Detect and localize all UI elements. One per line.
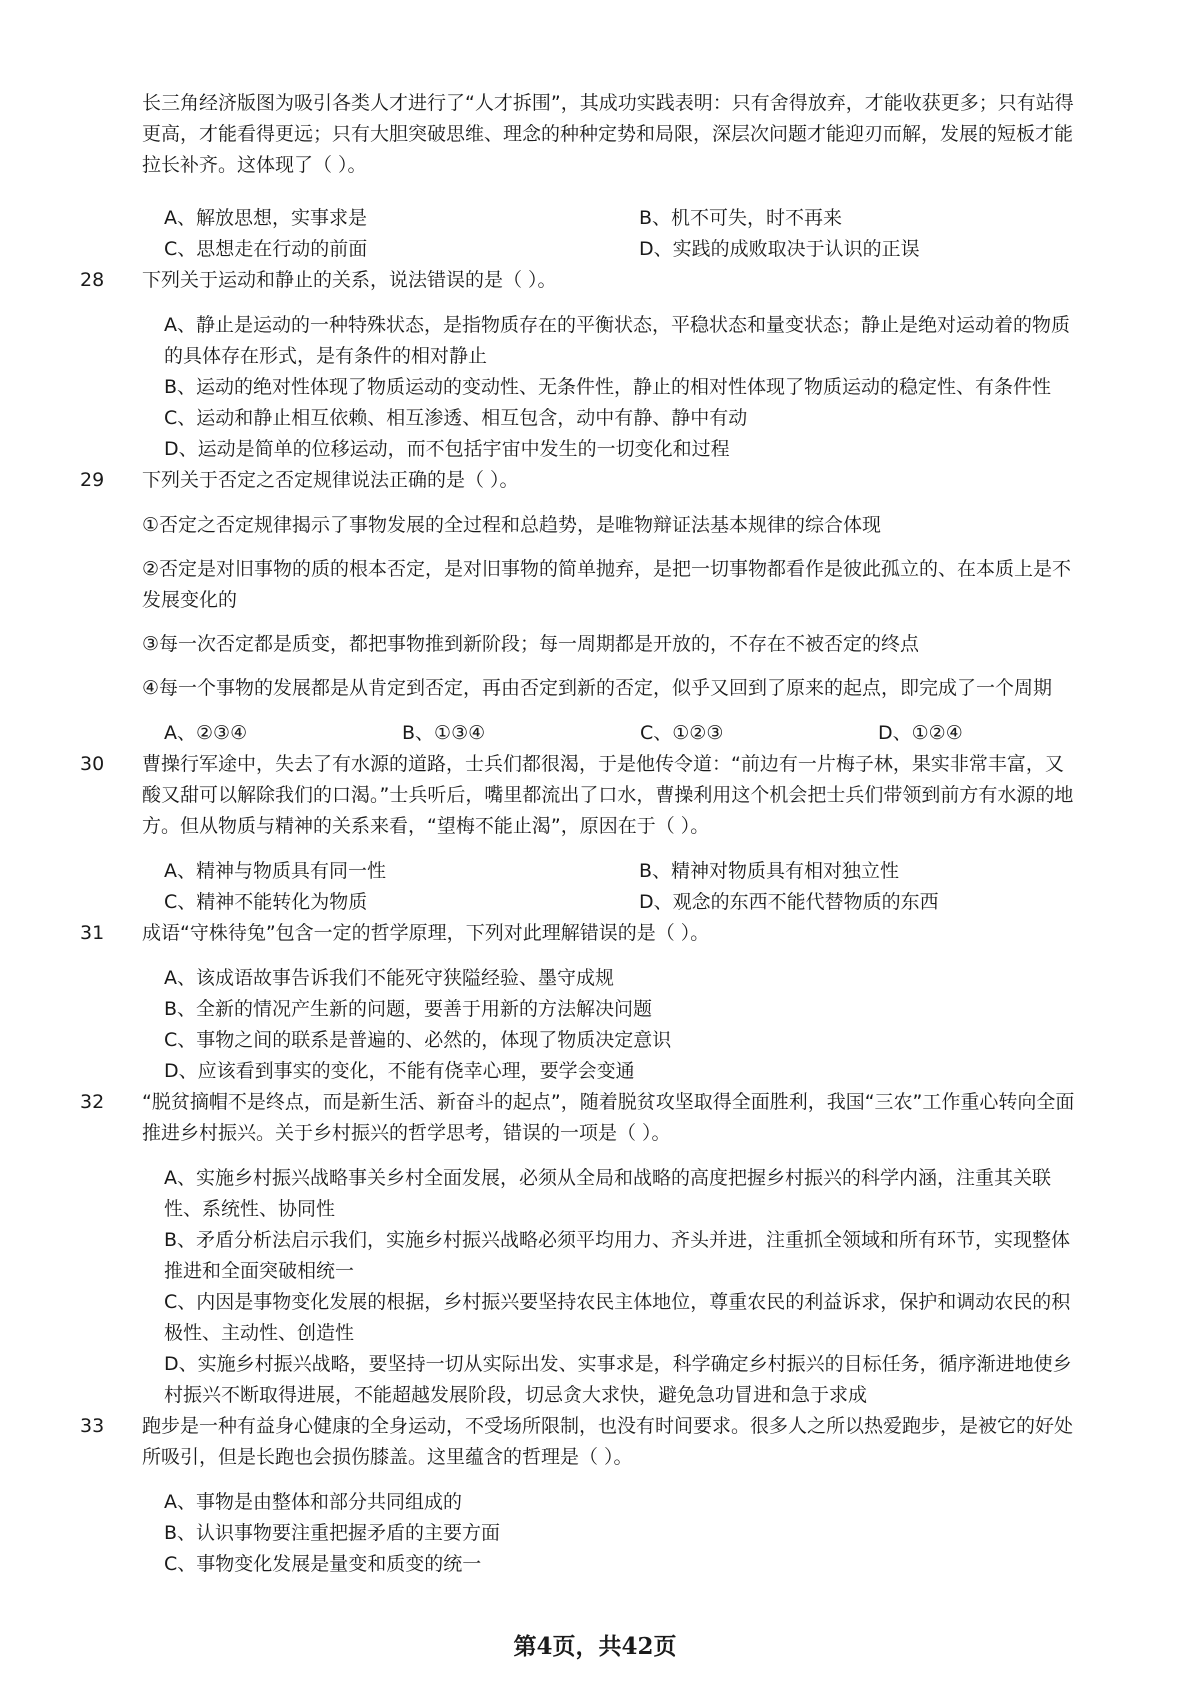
statement-2: ②否定是对旧事物的质的根本否定，是对旧事物的简单抛弃，是把一切事物都看作是彼此孤立的、在本质上是不发展变化的 (142, 558, 1072, 611)
option-d: D、①②④ (878, 722, 963, 744)
question-number: 32 (80, 1091, 105, 1113)
option-c: C、①②③ (640, 722, 724, 744)
option-d: D、应该看到事实的变化，不能有侥幸心理，要学会变通 (164, 1060, 635, 1082)
question-stem: 下列关于运动和静止的关系，说法错误的是（ ）。 (142, 269, 557, 291)
option-a: A、②③④ (164, 722, 248, 744)
question-27-continuation (0, 88, 1190, 265)
option-b: B、运动的绝对性体现了物质运动的变动性、无条件性，静止的相对性体现了物质运动的稳定性、有条件性 (164, 376, 1052, 398)
question-33 (0, 1411, 1190, 1580)
options (164, 203, 1084, 265)
question-stem: “脱贫摘帽不是终点，而是新生活、新奋斗的起点”，随着脱贫攻坚取得全面胜利，我国“三农”工作重心转向全面推进乡村振兴。关于乡村振兴的哲学思考，错误的一项是（ ）。 (142, 1091, 1075, 1144)
option-d: D、实施乡村振兴战略，要坚持一切从实际出发、实事求是，科学确定乡村振兴的目标任务，循序渐进地使乡村振兴不断取得进展，不能超越发展阶段，切忌贪大求快，避免急功冒进和急于求成 (164, 1353, 1072, 1406)
option-b: B、全新的情况产生新的问题，要善于用新的方法解决问题 (164, 998, 653, 1020)
option-d: D、观念的东西不能代替物质的东西 (639, 891, 939, 913)
question-30 (0, 749, 1190, 918)
page-footer: 第4页，共42页 (513, 1633, 677, 1660)
option-a: A、精神与物质具有同一性 (164, 860, 386, 882)
options (164, 1163, 1084, 1411)
option-d: D、实践的成败取决于认识的正误 (639, 238, 920, 260)
question-stem: 下列关于否定之否定规律说法正确的是（ ）。 (142, 469, 519, 491)
question-32 (0, 1087, 1190, 1411)
options (164, 856, 1084, 918)
statement-3: ③每一次否定都是质变，都把事物推到新阶段；每一周期都是开放的，不存在不被否定的终点 (142, 633, 920, 655)
options (164, 1487, 1084, 1580)
statement-1: ①否定之否定规律揭示了事物发展的全过程和总趋势，是唯物辩证法基本规律的综合体现 (142, 514, 882, 536)
question-number: 29 (80, 469, 105, 491)
option-d: D、运动是简单的位移运动，而不包括宇宙中发生的一切变化和过程 (164, 438, 730, 460)
question-stem: 长三角经济版图为吸引各类人才进行了“人才拆围”，其成功实践表明：只有舍得放弃，才能收获更多；只有站得更高，才能看得更远；只有大胆突破思维、理念的种种定势和局限，深层次问题才能迎刃而解，发展的短板才能拉长补齐。这体现了（ ）。 (142, 92, 1074, 176)
option-b: B、精神对物质具有相对独立性 (639, 860, 900, 882)
option-c: C、事物变化发展是量变和质变的统一 (164, 1553, 482, 1575)
option-a: A、事物是由整体和部分共同组成的 (164, 1491, 462, 1513)
question-29 (0, 465, 1190, 749)
options (164, 310, 1084, 465)
option-c: C、事物之间的联系是普遍的、必然的，体现了物质决定意识 (164, 1029, 672, 1051)
page-content (0, 88, 1190, 1580)
question-31 (0, 918, 1190, 1087)
question-stem: 曹操行军途中，失去了有水源的道路，士兵们都很渴，于是他传令道：“前边有一片梅子林，果实非常丰富，又酸又甜可以解除我们的口渴。”士兵听后，嘴里都流出了口水，曹操利用这个机会把士兵们带领到前方有水源的地方。但从物质与精神的关系来看，“望梅不能止渴”，原因在于（ ）。 (142, 753, 1074, 837)
option-c: C、精神不能转化为物质 (164, 891, 368, 913)
question-28 (0, 265, 1190, 465)
question-number: 33 (80, 1415, 105, 1437)
options (164, 718, 1084, 749)
question-number: 31 (80, 922, 105, 944)
option-b: B、矛盾分析法启示我们，实施乡村振兴战略必须平均用力、齐头并进，注重抓全领域和所有环节，实现整体推进和全面突破相统一 (164, 1229, 1071, 1282)
option-a: A、静止是运动的一种特殊状态，是指物质存在的平衡状态，平稳状态和量变状态；静止是绝对运动着的物质的具体存在形式，是有条件的相对静止 (164, 314, 1071, 367)
question-number: 30 (80, 753, 105, 775)
options (164, 963, 1084, 1087)
question-stem: 成语“守株待兔”包含一定的哲学原理，下列对此理解错误的是（ ）。 (142, 922, 710, 944)
option-c: C、内因是事物变化发展的根据，乡村振兴要坚持农民主体地位，尊重农民的利益诉求，保护和调动农民的积极性、主动性、创造性 (164, 1291, 1071, 1344)
statement-4: ④每一个事物的发展都是从肯定到否定，再由否定到新的否定，似乎又回到了原来的起点，即完成了一个周期 (142, 677, 1053, 699)
question-stem: 跑步是一种有益身心健康的全身运动，不受场所限制，也没有时间要求。很多人之所以热爱跑步，是被它的好处所吸引，但是长跑也会损伤膝盖。这里蕴含的哲理是（ ）。 (142, 1415, 1074, 1468)
option-c: C、运动和静止相互依赖、相互渗透、相互包含，动中有静、静中有动 (164, 407, 748, 429)
option-b: B、机不可失，时不再来 (639, 207, 843, 229)
option-a: A、实施乡村振兴战略事关乡村全面发展，必须从全局和战略的高度把握乡村振兴的科学内涵，注重其关联性、系统性、协同性 (164, 1167, 1052, 1220)
statement-list (142, 510, 1082, 704)
option-b: B、认识事物要注重把握矛盾的主要方面 (164, 1522, 501, 1544)
option-a: A、该成语故事告诉我们不能死守狭隘经验、墨守成规 (164, 967, 614, 989)
option-a: A、解放思想，实事求是 (164, 207, 367, 229)
question-number: 28 (80, 269, 105, 291)
option-c: C、思想走在行动的前面 (164, 238, 368, 260)
option-b: B、①③④ (402, 722, 486, 744)
